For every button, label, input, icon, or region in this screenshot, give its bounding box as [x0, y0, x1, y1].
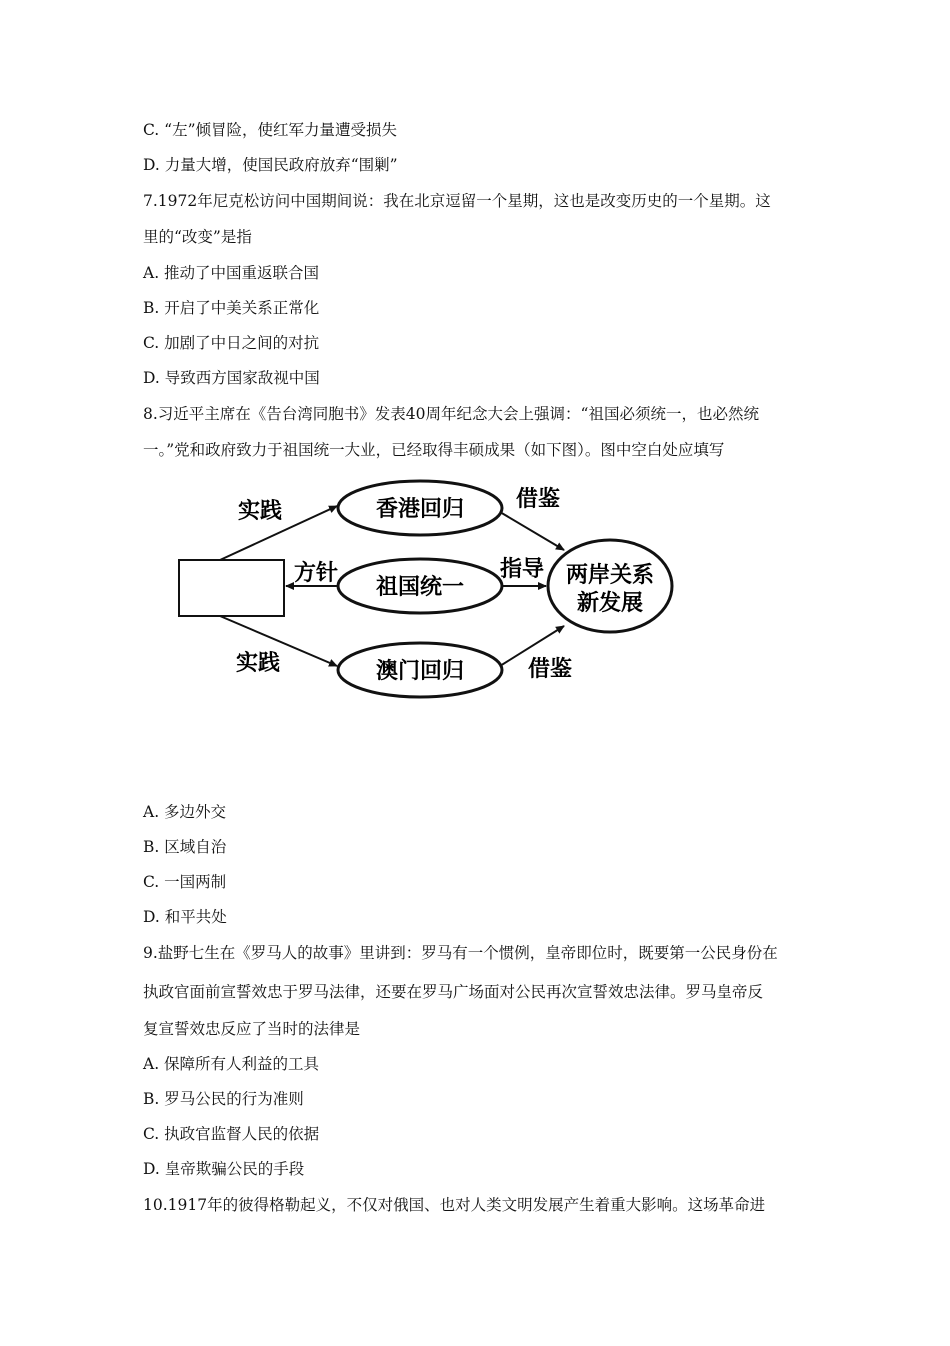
q8-option-a: A. 多边外交 [143, 803, 227, 821]
cross-strait-label-1: 两岸关系 [565, 563, 655, 588]
q7-stem-line-2: 里的“改变”是指 [143, 228, 252, 246]
q6-option-d: D. 力量大增，使国民政府放弃“围剿” [143, 156, 398, 174]
label-reference-bottom: 借鉴 [528, 657, 573, 682]
unification-label: 祖国统一 [375, 575, 465, 600]
q9-option-d: D. 皇帝欺骗公民的手段 [143, 1160, 305, 1178]
q9-option-c: C. 执政官监督人民的依据 [143, 1125, 320, 1143]
q6-option-c: C. “左”倾冒险，使红军力量遭受损失 [143, 121, 398, 139]
q10-stem-line-1: 10.1917年的彼得格勒起义，不仅对俄国、也对人类文明发展产生着重大影响。这场革命进 [143, 1196, 766, 1214]
blank-answer-box [179, 560, 284, 616]
q8-option-b: B. 区域自治 [143, 838, 227, 856]
q7-stem-line-1: 7.1972年尼克松访问中国期间说：我在北京逗留一个星期，这也是改变历史的一个星期。这 [143, 192, 771, 210]
q8-option-d: D. 和平共处 [143, 908, 227, 926]
q8-stem-line-2: 一。”党和政府致力于祖国统一大业，已经取得丰硕成果（如下图）。图中空白处应填写 [143, 441, 725, 459]
label-reference-top: 借鉴 [516, 487, 561, 512]
macau-return-label: 澳门回归 [375, 659, 465, 684]
q9-stem-line-3: 复宣誓效忠反应了当时的法律是 [143, 1020, 361, 1038]
q9-option-b: B. 罗马公民的行为准则 [143, 1090, 304, 1108]
q7-option-b: B. 开启了中美关系正常化 [143, 299, 320, 317]
cross-strait-label-2: 新发展 [576, 591, 644, 616]
hk-return-label: 香港回归 [375, 497, 465, 522]
unification-diagram [170, 478, 710, 708]
q7-option-a: A. 推动了中国重返联合国 [143, 264, 320, 282]
label-guidance: 指导 [500, 557, 545, 582]
q9-option-a: A. 保障所有人利益的工具 [143, 1055, 320, 1073]
q9-stem-line-1: 9.盐野七生在《罗马人的故事》里讲到：罗马有一个惯例，皇帝即位时，既要第一公民身份在 [143, 944, 778, 962]
q9-stem-line-2: 执政官面前宣誓效忠于罗马法律，还要在罗马广场面对公民再次宣誓效忠法律。罗马皇帝反 [143, 983, 764, 1001]
label-policy: 方针 [294, 561, 339, 586]
q8-option-c: C. 一国两制 [143, 873, 227, 891]
label-practice-top: 实践 [238, 499, 283, 524]
label-practice-bottom: 实践 [236, 651, 281, 676]
arrow-hk-to-cross [500, 512, 564, 550]
q7-option-c: C. 加剧了中日之间的对抗 [143, 334, 320, 352]
q8-stem-line-1: 8.习近平主席在《告台湾同胞书》发表40周年纪念大会上强调：“祖国必须统一，也必然统 [143, 405, 759, 423]
q7-option-d: D. 导致西方国家敌视中国 [143, 369, 320, 387]
